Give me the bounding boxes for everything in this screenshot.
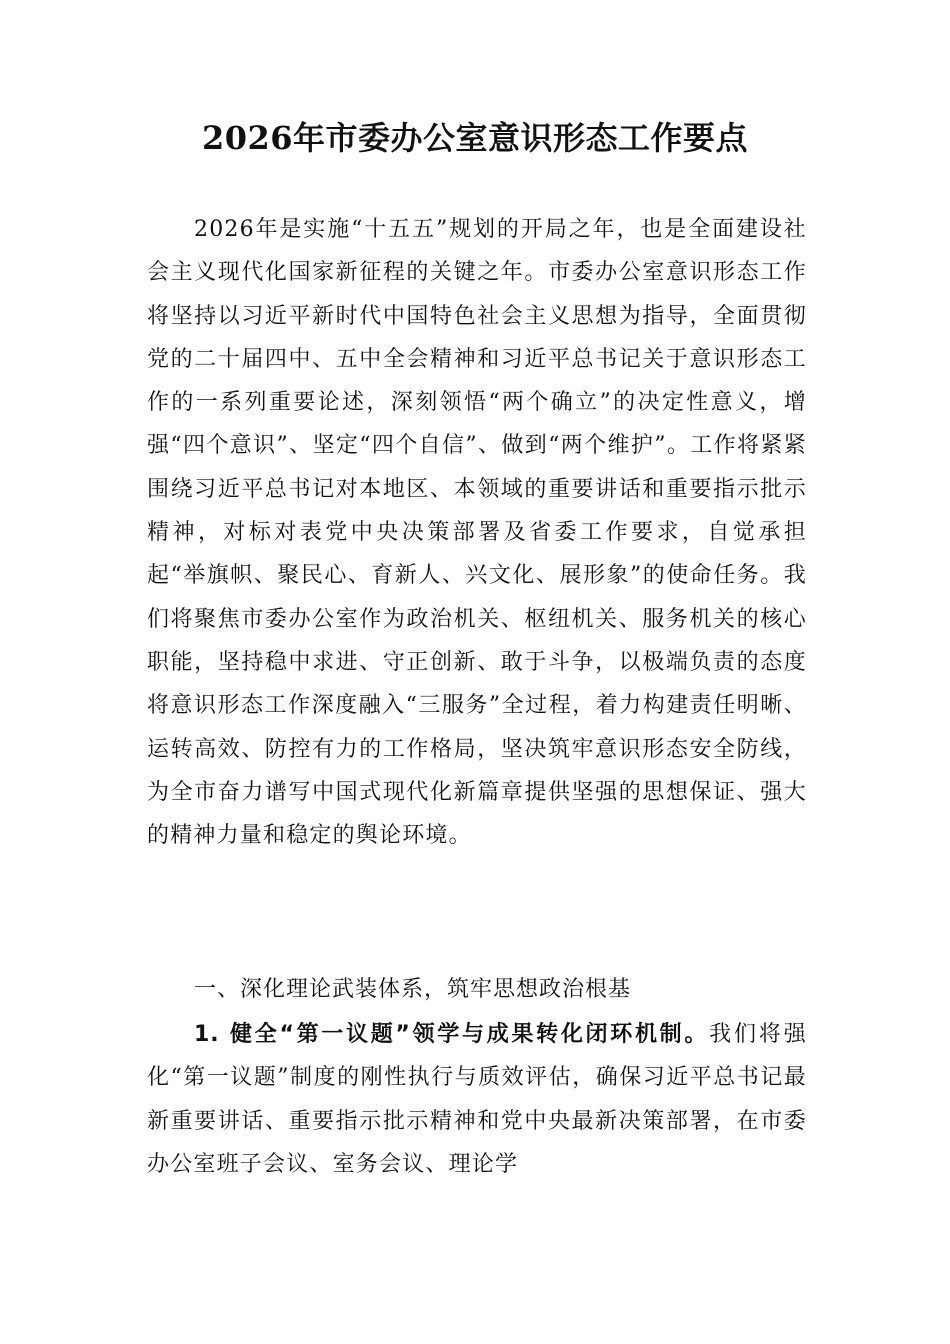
- item-body-text: 我们将强化“第一议题”制度的刚性执行与质效评估，确保习近平总书记最新重要讲话、重要指示批示精神和党中央最新决策部署，在市委办公室班子会议、室务会议、理论学: [147, 1022, 807, 1177]
- intro-paragraph: 2026年是实施“十五五”规划的开局之年，也是全面建设社会主义现代化国家新征程的关键之年。市委办公室意识形态工作将坚持以习近平新时代中国特色社会主义思想为指导，全面贯彻党的二十届四中、五中全会精神和习近平总书记关于意识形态工作的一系列重要论述，深刻领悟“两个确立”的决定性意义，增强“四个意识”、坚定“四个自信”、做到“两个维护”。工作将紧紧围绕习近平总书记对本地区、本领域的重要讲话和重要指示批示精神，对标对表党中央决策部署及省委工作要求，自觉承担起“举旗帜、聚民心、育新人、兴文化、展形象”的使命任务。我们将聚焦市委办公室作为政治机关、枢纽机关、服务机关的核心职能，坚持稳中求进、守正创新、敢于斗争，以极端负责的态度将意识形态工作深度融入“三服务”全过程，着力构建责任明晰、运转高效、防控有力的工作格局，坚决筑牢意识形态安全防线，为全市奋力谱写中国式现代化新篇章提供坚强的思想保证、强大的精神力量和稳定的舆论环境。: [147, 217, 807, 849]
- section-heading: 一、深化理论武装体系，筑牢思想政治根基: [194, 977, 632, 1002]
- section-item-paragraph: [147, 1013, 807, 1186]
- item-lead-text: 1. 健全“第一议题”领学与成果转化闭环机制。: [194, 1022, 710, 1047]
- document-title: 2026年市委办公室意识形态工作要点: [201, 119, 749, 157]
